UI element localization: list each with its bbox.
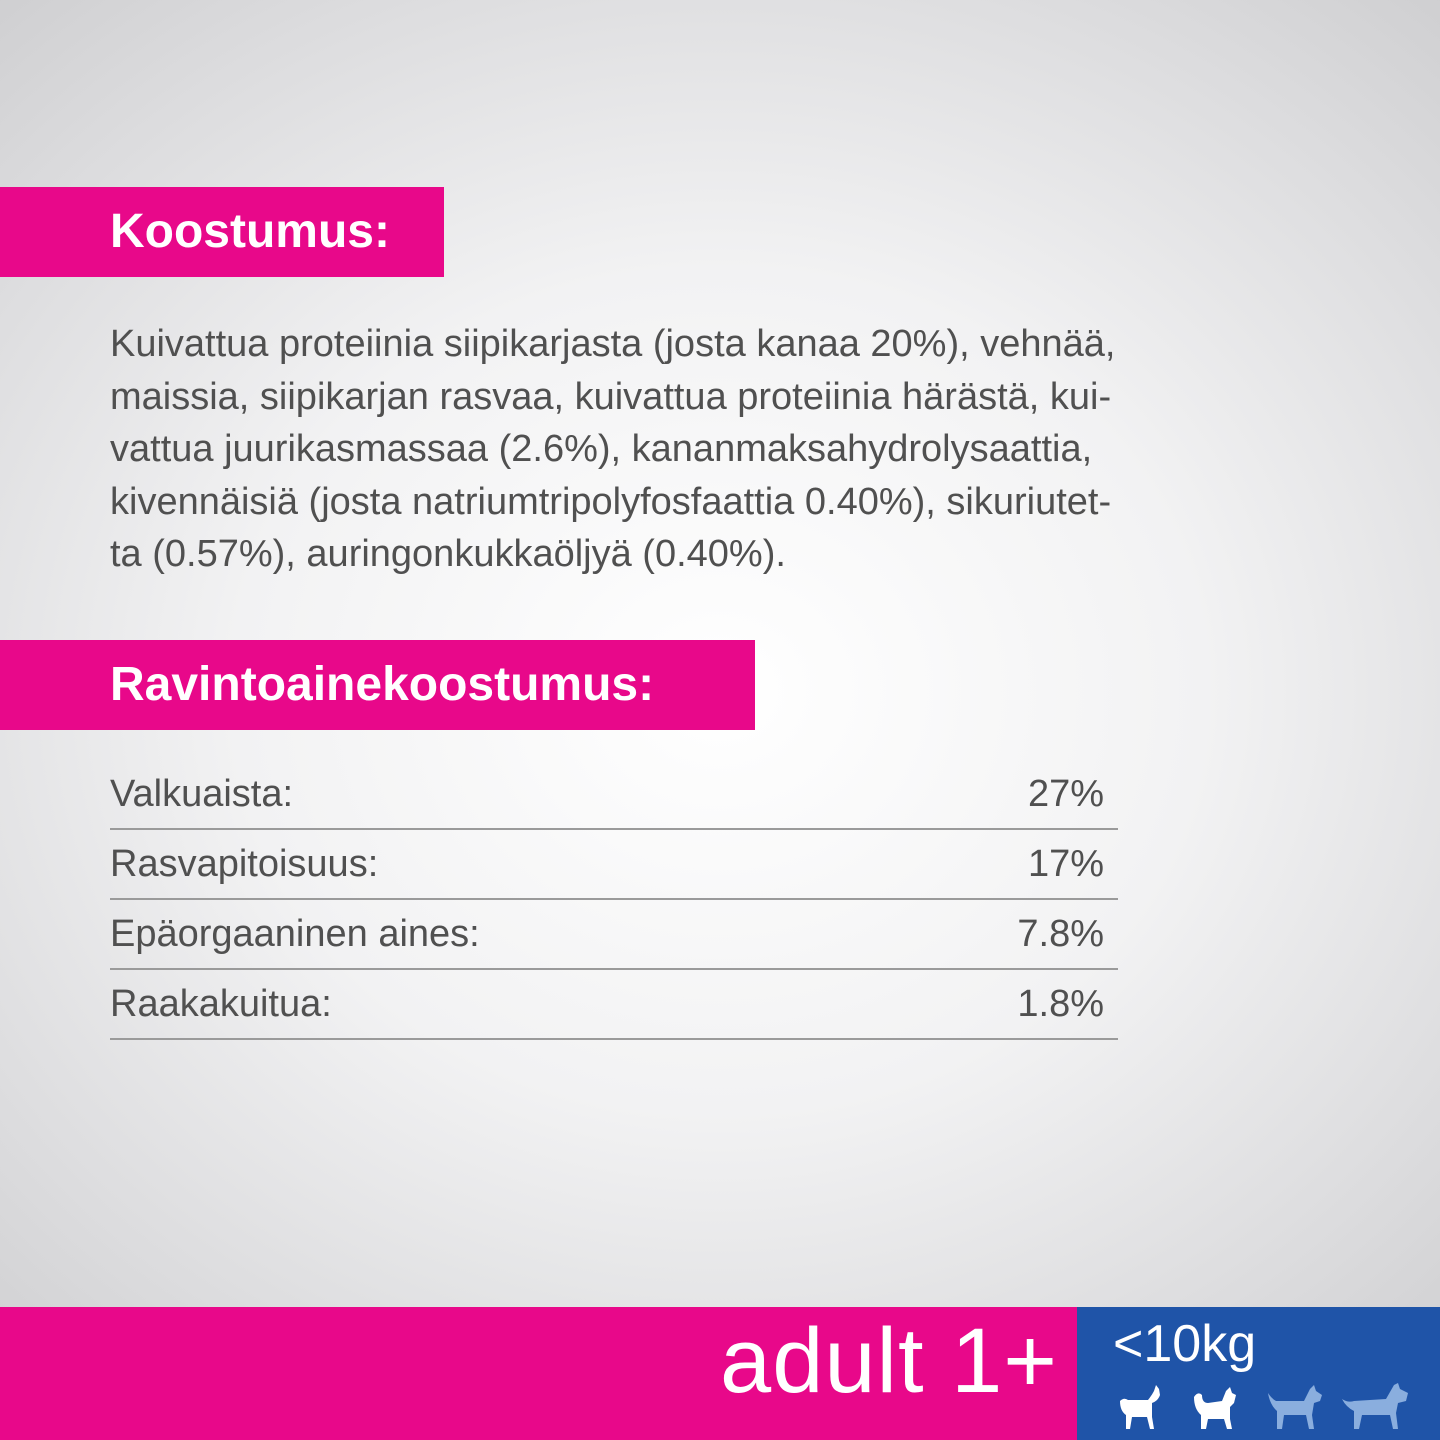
small-dog-icon	[1114, 1381, 1162, 1431]
nutrient-value: 1.8%	[1017, 982, 1104, 1025]
nutrition-row-fat	[110, 830, 1118, 900]
nutrient-label: Epäorgaaninen aines:	[110, 912, 480, 955]
nutrient-label: Rasvapitoisuus:	[110, 842, 379, 885]
nutrition-row-fibre	[110, 970, 1118, 1040]
nutrient-value: 17%	[1027, 842, 1104, 885]
age-label: adult 1+	[720, 1310, 1058, 1412]
medium-dog-icon	[1190, 1381, 1238, 1431]
ingredients-text	[110, 318, 1330, 581]
ingredients-line: maissia, siipikarjan rasvaa, kuivattua proteiinia härästä, kui-	[110, 375, 1112, 418]
nutrition-heading: Ravintoainekoostumus:	[0, 640, 755, 730]
ingredients-line: Kuivattua proteiinia siipikarjasta (josta kanaa 20%), vehnää,	[110, 323, 1116, 365]
nutrition-row-protein	[110, 760, 1118, 830]
giant-dog-icon	[1340, 1381, 1410, 1431]
nutrient-value: 7.8%	[1017, 912, 1104, 955]
nutrition-table	[110, 760, 1118, 1040]
large-dog-icon	[1264, 1381, 1324, 1431]
ingredients-line: kivennäisiä (josta natriumtripolyfosfaattia 0.40%), sikuriutet-	[110, 480, 1112, 523]
nutrient-label: Raakakuitua:	[110, 982, 332, 1025]
ingredients-line: ta (0.57%), auringonkukkaöljyä (0.40%).	[110, 533, 786, 575]
size-label: <10kg	[1113, 1315, 1257, 1373]
nutrient-label: Valkuaista:	[110, 772, 294, 815]
nutrition-row-ash	[110, 900, 1118, 970]
nutrient-value: 27%	[1027, 772, 1104, 815]
composition-heading: Koostumus:	[0, 187, 444, 277]
ingredients-line: vattua juurikasmassaa (2.6%), kananmaksahydrolysaattia,	[110, 428, 1093, 470]
